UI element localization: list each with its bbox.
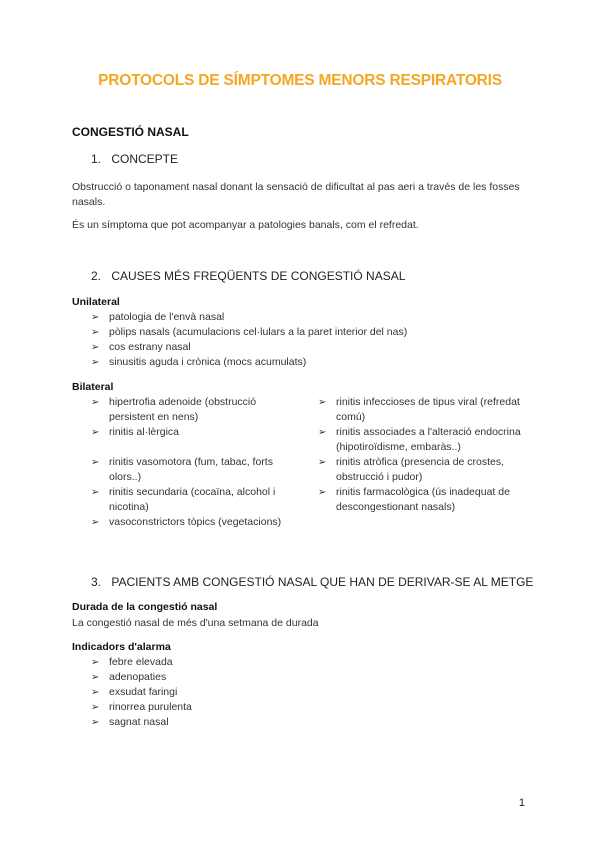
list-item: ➢ rinitis atròfica (presencia de crostes, obstrucció i pudor) (318, 456, 505, 483)
list-item: ➢ vasoconstrictors tòpics (vegetacions) (91, 516, 282, 528)
list-item: ➢ patologia de l'envà nasal (91, 311, 225, 323)
arrow-bullet-icon: ➢ (91, 487, 100, 498)
arrow-bullet-icon: ➢ (91, 427, 100, 438)
list-item: ➢ sinusitis aguda i crònica (mocs acumulats) (91, 356, 307, 368)
arrow-bullet-icon: ➢ (318, 487, 327, 498)
list-item: ➢ cos estrany nasal (91, 341, 191, 353)
list-item: ➢ rinitis farmacològica (ús inadequat de descongestionant nasals) (318, 486, 510, 513)
concept-paragraph-1: Obstrucció o taponament nasal donant la sensació de dificultat al pas aeri a través de les fosses nasals. (72, 181, 520, 208)
list-item: ➢ hipertrofia adenoide (obstrucció persistent en nens) (91, 396, 257, 423)
list-item: ➢ rinitis secundaria (cocaïna, alcohol i nicotina) (91, 486, 276, 513)
duration-text: La congestió nasal de més d'una setmana de durada (72, 617, 319, 629)
heading-number: 1. (91, 152, 102, 166)
list-item: ➢ rinitis al·lèrgica (91, 426, 180, 438)
arrow-bullet-icon: ➢ (91, 517, 100, 528)
list-item: ➢ exsudat faringi (91, 686, 178, 698)
bilateral-label: Bilateral (72, 381, 114, 393)
heading-text: PACIENTS AMB CONGESTIÓ NASAL QUE HAN DE DERIVAR-SE AL METGE (111, 575, 534, 589)
duration-label: Durada de la congestió nasal (72, 601, 218, 613)
arrow-bullet-icon: ➢ (91, 357, 100, 368)
heading-number: 2. (91, 269, 102, 283)
list-item: ➢ adenopaties (91, 671, 167, 683)
arrow-bullet-icon: ➢ (91, 342, 100, 353)
arrow-bullet-icon: ➢ (91, 397, 100, 408)
arrow-bullet-icon: ➢ (91, 717, 100, 728)
unilateral-label: Unilateral (72, 296, 120, 308)
arrow-bullet-icon: ➢ (318, 397, 327, 408)
alarm-list (91, 655, 391, 730)
alarm-label: Indicadors d'alarma (72, 641, 171, 653)
section-title: CONGESTIÓ NASAL (72, 125, 189, 139)
arrow-bullet-icon: ➢ (318, 427, 327, 438)
page-number: 1 (518, 797, 525, 809)
arrow-bullet-icon: ➢ (91, 312, 100, 323)
list-item: ➢ rinitis infeccioses de tipus viral (refredat comú) (318, 396, 520, 423)
concept-paragraph-2: És un símptoma que pot acompanyar a patologies banals, com el refredat. (72, 219, 419, 231)
list-item: ➢ rinorrea purulenta (91, 701, 192, 713)
arrow-bullet-icon: ➢ (91, 457, 100, 468)
heading-causes (91, 269, 405, 283)
bilateral-list-right (318, 395, 533, 515)
arrow-bullet-icon: ➢ (91, 687, 100, 698)
bilateral-list-left (91, 395, 301, 530)
heading-text: CONCEPTE (111, 152, 179, 166)
arrow-bullet-icon: ➢ (91, 672, 100, 683)
list-item: ➢ rinitis associades a l'alteració endocrina (hipotiroïdisme, embaràs..) (318, 426, 521, 453)
heading-number: 3. (91, 575, 102, 589)
unilateral-list (91, 310, 531, 370)
list-item: ➢ rinitis vasomotora (fum, tabac, forts olors..) (91, 456, 273, 483)
arrow-bullet-icon: ➢ (91, 702, 100, 713)
heading-concepte (91, 152, 178, 166)
list-item: ➢ sagnat nasal (91, 716, 169, 728)
heading-pacients (91, 575, 533, 589)
list-item: ➢ febre elevada (91, 656, 173, 668)
arrow-bullet-icon: ➢ (91, 657, 100, 668)
arrow-bullet-icon: ➢ (318, 457, 327, 468)
heading-text: CAUSES MÉS FREQÜENTS DE CONGESTIÓ NASAL (111, 269, 406, 283)
document-title: PROTOCOLS DE SÍMPTOMES MENORS RESPIRATORIS (98, 72, 502, 89)
arrow-bullet-icon: ➢ (91, 327, 100, 338)
list-item: ➢ pòlips nasals (acumulacions cel·lulars a la paret interior del nas) (91, 326, 408, 338)
